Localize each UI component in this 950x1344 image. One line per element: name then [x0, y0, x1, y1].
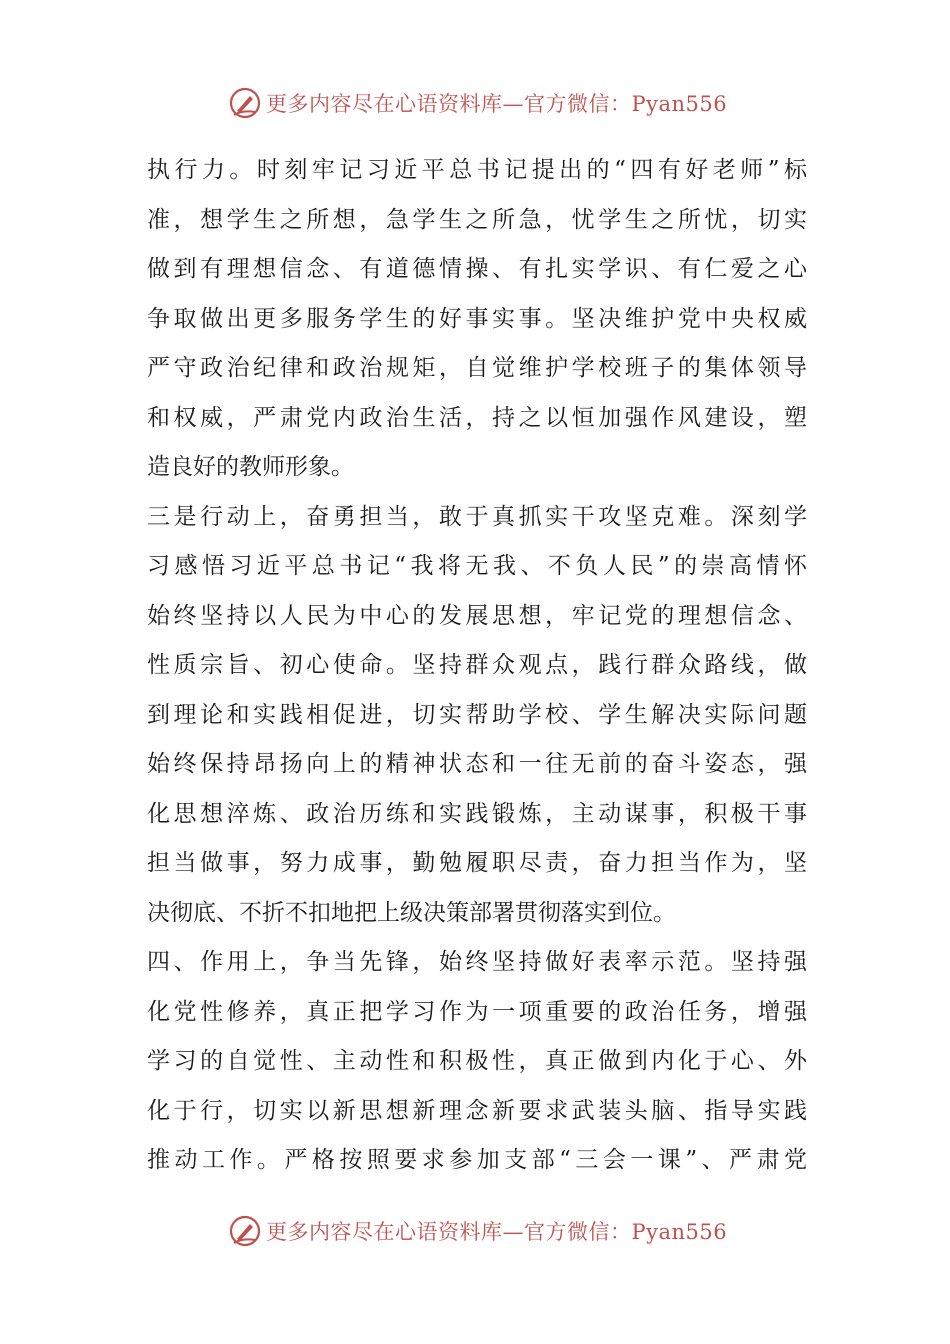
header-banner	[0, 83, 950, 123]
text-line: 性质宗旨、初心使命。坚持群众观点，践行群众路线，做	[147, 652, 807, 678]
text-line: 化党性修养，真正把学习作为一项重要的政治任务，增强	[147, 998, 807, 1025]
text-line: 决彻底、不折不扣地把上级决策部署贯彻落实到位。	[147, 899, 676, 926]
text-line: 担当做事，努力成事，勤勉履职尽责，奋力担当作为，坚	[147, 850, 807, 876]
text-line: 始终坚持以人民为中心的发展思想，牢记党的理想信念、	[147, 602, 807, 629]
text-line: 争取做出更多服务学生的好事实事。坚决维护党中央权威	[147, 305, 807, 332]
document-body	[147, 146, 807, 1186]
text-line: 推动工作。严格按照要求参加支部“三会一课”、严肃党	[147, 1147, 807, 1173]
text-line: 化于行，切实以新思想新理念新要求武装头脑、指导实践	[147, 1097, 807, 1124]
text-line: 习感悟习近平总书记“我将无我、不负人民”的崇高情怀	[147, 553, 807, 579]
footer-banner-text: 更多内容尽在心语资料库—官方微信：Pyan556	[266, 1220, 728, 1244]
text-line: 严守政治纪律和政治规矩，自觉维护学校班子的集体领导	[147, 355, 807, 381]
text-line: 学习的自觉性、主动性和积极性，真正做到内化于心、外	[147, 1048, 807, 1074]
text-line: 到理论和实践相促进，切实帮助学校、学生解决实际问题	[147, 701, 807, 728]
text-line: 四、作用上，争当先锋，始终坚持做好表率示范。坚持强	[147, 949, 807, 975]
pen-circle-logo-icon	[228, 86, 262, 120]
text-line: 做到有理想信念、有道德情操、有扎实学识、有仁爱之心	[147, 256, 807, 282]
header-banner-text: 更多内容尽在心语资料库—官方微信：Pyan556	[266, 92, 728, 116]
text-line: 始终保持昂扬向上的精神状态和一往无前的奋斗姿态，强	[147, 751, 807, 777]
pen-circle-logo-icon	[228, 1214, 262, 1248]
text-line: 执行力。时刻牢记习近平总书记提出的“四有好老师”标	[147, 157, 807, 183]
text-line: 和权威，严肃党内政治生活，持之以恒加强作风建设，塑	[147, 404, 807, 431]
text-line: 三是行动上，奋勇担当，敢于真抓实干攻坚克难。深刻学	[147, 503, 807, 530]
text-line: 造良好的教师形象。	[147, 454, 354, 480]
text-line: 准，想学生之所想，急学生之所急，忧学生之所忧，切实	[147, 206, 807, 233]
footer-banner	[0, 1211, 950, 1251]
text-line: 化思想淬炼、政治历练和实践锻炼，主动谋事，积极干事	[147, 800, 807, 827]
